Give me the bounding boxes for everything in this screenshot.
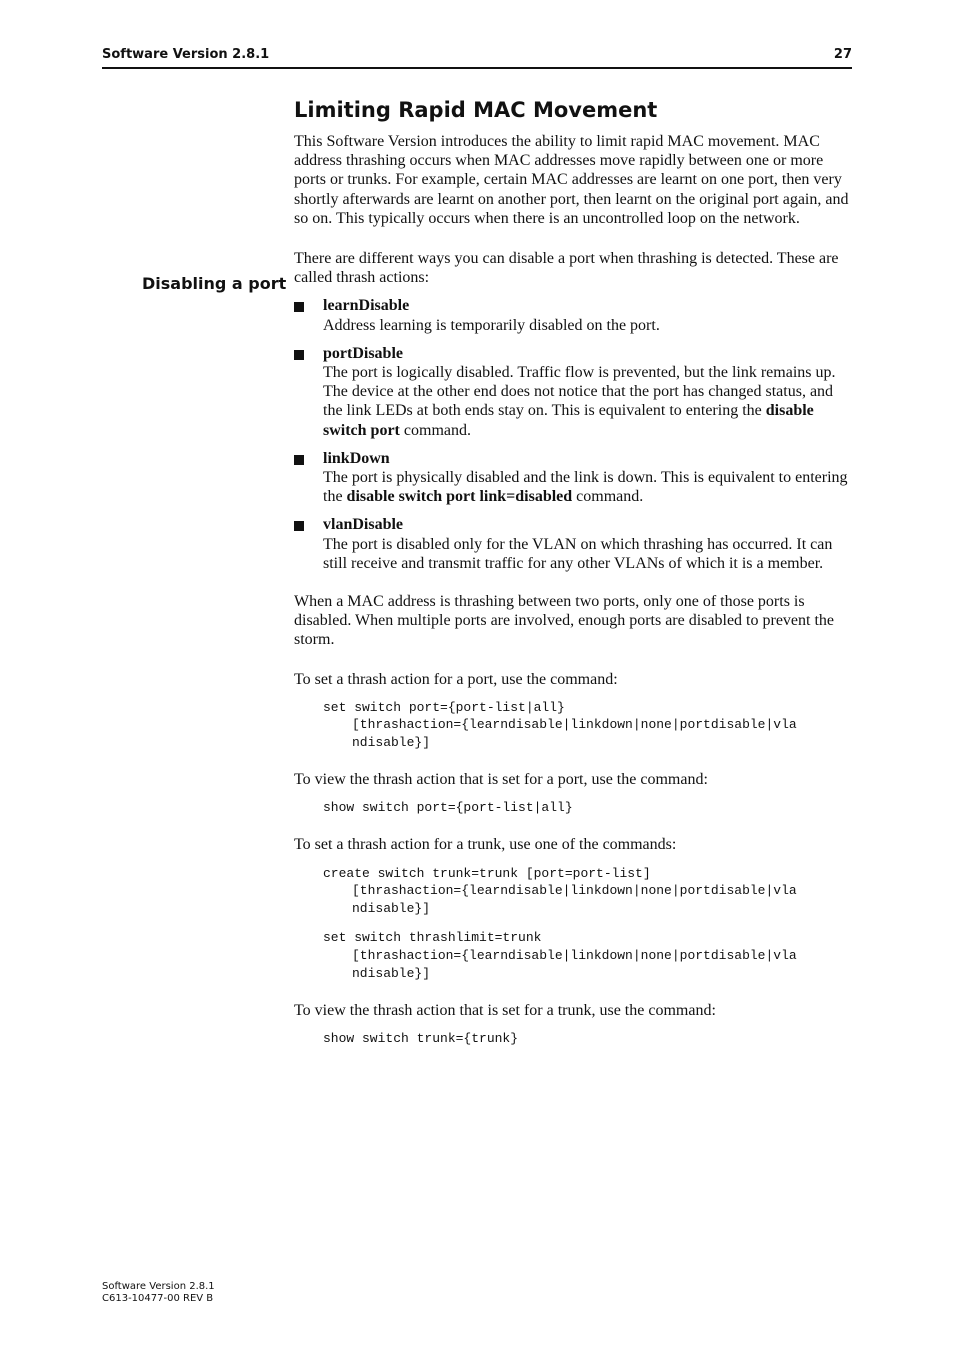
set-port-command: [323, 699, 854, 752]
bullet-square-icon: [294, 350, 304, 360]
code-line: [thrashaction={learndisable|linkdown|none|portdisable|vla: [352, 717, 797, 733]
code-line: ndisable}]: [352, 735, 431, 751]
code-line: [thrashaction={learndisable|linkdown|none|portdisable|vla: [352, 948, 797, 964]
footer-version: Software Version 2.8.1: [102, 1281, 215, 1292]
list-item: [294, 515, 854, 573]
item-description: The port is logically disabled. Traffic flow is prevented, but the link remains up. The device at the other end does not notice that the port has changed status, and the link LEDs at both ends stay on. This is equivalent to entering the: [323, 364, 836, 420]
subsection-heading: Disabling a port: [142, 274, 287, 293]
page-number: 27: [833, 47, 852, 62]
list-item: [294, 449, 854, 507]
main-content: [294, 98, 854, 1048]
thrashing-note: When a MAC address is thrashing between two ports, only one of those ports is disabled. When multiple ports are involved, enough ports are disabled to prevent the storm.: [294, 593, 835, 649]
item-description: The port is disabled only for the VLAN on which thrashing has occurred. It can still receive and transmit traffic for any other VLANs of which it is a member.: [323, 535, 833, 572]
item-description-end: command.: [399, 421, 471, 439]
create-trunk-command: [323, 865, 854, 918]
view-trunk-instruction: To view the thrash action that is set for a trunk, use the command:: [294, 1002, 716, 1020]
header-version: Software Version 2.8.1: [102, 47, 270, 62]
page-header: [102, 47, 852, 67]
item-term: vlanDisable: [323, 516, 404, 534]
bullet-square-icon: [294, 455, 304, 465]
item-description: The port is physically disabled and the link is down. This is equivalent to entering the: [323, 469, 848, 506]
list-item: [294, 296, 854, 334]
set-trunk-instruction: To set a thrash action for a trunk, use one of the commands:: [294, 836, 677, 854]
intro-paragraph: This Software Version introduces the ability to limit rapid MAC movement. MAC address thrashing occurs when MAC addresses move rapidly between one or more ports or trunks. For example, certain MAC addresses are learnt on one port, then very shortly afterwards are learnt on another port, then learnt on the original port again, and so on. This typically occurs when there is an uncontrolled loop on the network.: [294, 133, 849, 227]
view-port-instruction: To view the thrash action that is set for a port, use the command:: [294, 770, 708, 788]
footer-doc-id: C613-10477-00 REV B: [102, 1293, 214, 1304]
code-line: set switch port={port-list|all}: [323, 699, 565, 715]
set-port-instruction: To set a thrash action for a port, use the command:: [294, 670, 618, 688]
section-title: Limiting Rapid MAC Movement: [294, 98, 658, 122]
thrash-actions-lead: There are different ways you can disable a port when thrashing is detected. These are called thrash actions:: [294, 250, 839, 287]
set-thrashlimit-command: [323, 929, 854, 982]
page-footer: [102, 1281, 215, 1305]
item-command: disable switch port link=disabled: [346, 488, 573, 506]
thrash-action-list: [294, 296, 854, 573]
bullet-square-icon: [294, 521, 304, 531]
code-line: create switch trunk=trunk [port=port-list]: [323, 865, 651, 881]
bullet-square-icon: [294, 302, 304, 312]
item-description-end: command.: [572, 488, 644, 506]
code-line: ndisable}]: [352, 965, 431, 981]
header-rule: [102, 67, 852, 69]
item-term: learnDisable: [323, 297, 410, 315]
view-port-command: show switch port={port-list|all}: [323, 799, 573, 815]
code-line: [thrashaction={learndisable|linkdown|none|portdisable|vla: [352, 883, 797, 899]
list-item: [294, 344, 854, 440]
item-term: linkDown: [323, 449, 390, 467]
code-line: set switch thrashlimit=trunk: [323, 930, 542, 946]
item-term: portDisable: [323, 344, 403, 362]
item-description: Address learning is temporarily disabled on the port.: [323, 316, 660, 334]
view-trunk-command: show switch trunk={trunk}: [323, 1031, 519, 1047]
code-line: ndisable}]: [352, 900, 431, 916]
item-command: disable switch port: [323, 402, 814, 439]
